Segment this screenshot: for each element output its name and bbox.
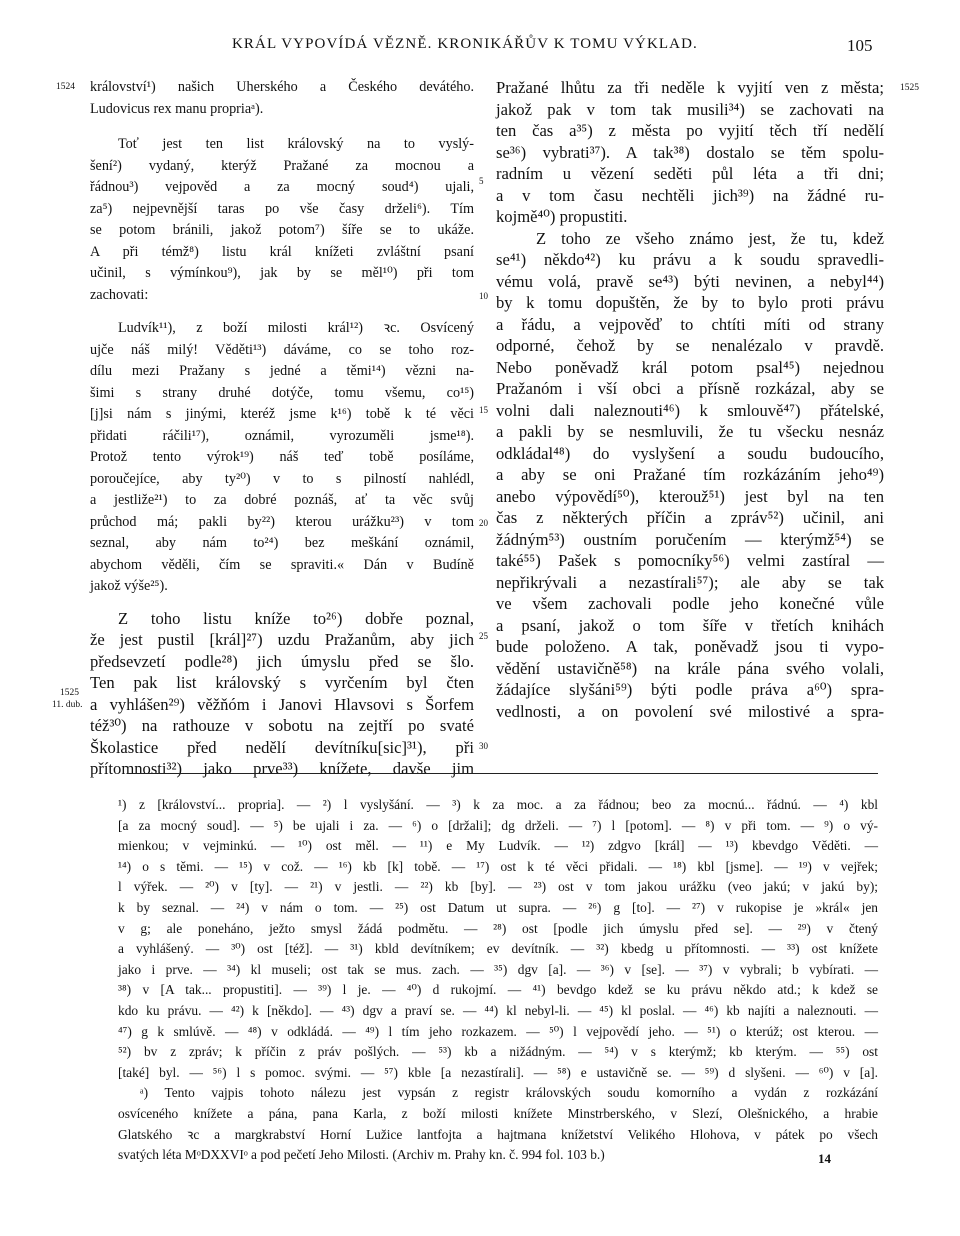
- margin-year-1525-left: 1525: [60, 688, 79, 698]
- right-column: [496, 77, 884, 722]
- text-line: Ludvík¹¹), z boží milosti král¹²) ꝛc. Osvícený: [118, 320, 474, 336]
- text-line: za⁵) nejpevnější taras po vše časy drželi⁶). Tím: [90, 200, 474, 217]
- text-line: předsevzetí podle²⁸) jich úmyslu před se šlo.: [90, 651, 474, 671]
- line-number: 20: [479, 518, 488, 528]
- text-line: též³⁰) na rathouze v sobotu na zejtří po svaté: [90, 716, 474, 735]
- footnote-line: ⁵²) bv z zpráv; k příčin z práv pošlých. — ⁵³) kb a nižádným. — ⁵⁴) v s kterýmž; kb kterým. — ⁵⁵) ost: [118, 1044, 878, 1060]
- text-line: přítomnosti³²) jako prve³³) knížete, davše jim: [90, 759, 474, 778]
- text-line: odkládal⁴⁸) do vyslyšení a soudu budoucího,: [496, 443, 884, 463]
- footnote-line: a vyhlášený. — ³⁰) ost [též]. — ³¹) kbld devítníkem; ev devítník. — ³²) kbedg u přítomnosti. — ³³) ost knížete: [118, 941, 878, 957]
- text-line: také⁵⁵) Pašek s pomocníky⁵⁶) velmi zastíral —: [496, 551, 884, 570]
- text-line: jakož výše²⁵).: [90, 578, 168, 594]
- text-line: ten čas a³⁵) z města po vyjití těch tří nedělí: [496, 121, 884, 140]
- text-line: dílu mezi Pražany s jedné a těmi¹⁴) vězni na-: [90, 363, 474, 379]
- text-line: zachovati:: [90, 286, 149, 303]
- text-line: čas z některých příčin a zpráv⁵²) učinil, ani: [496, 508, 884, 527]
- page-number: 105: [847, 36, 873, 55]
- line-number: 30: [479, 741, 488, 751]
- footnote-rule: [128, 773, 878, 774]
- signature-mark: 14: [818, 1151, 831, 1166]
- text-line: šení²) vydaný, kterýž Pražané za mocnou a: [90, 157, 474, 174]
- text-line: poroučejíce, aby ty²⁰) v to s pilností nahlédl,: [90, 470, 474, 487]
- text-line: nepřikrývali a nezastírali⁵⁷); ale aby se tak: [496, 572, 884, 592]
- footnotes: [118, 795, 878, 1166]
- text-line: že jest pustil [král]²⁷) uzdu Pražanům, aby jich: [90, 630, 474, 649]
- text-line: volni dali naleznouti⁴⁶) k smlouvě⁴⁷) přátelské,: [496, 400, 884, 420]
- text-line: Nebo poněvadž král potom psal⁴⁵) nejednou: [496, 357, 884, 377]
- footnote-line: mienkou; v vejminkú. — ¹⁰) ost měl. — ¹¹) e My Ludvík. — ¹²) zdgvo [král] — ¹³) kbevdgo Věděti. —: [118, 838, 878, 854]
- text-line: se potom bránili, jakož potom⁷) šíře se to ukáže.: [90, 222, 474, 238]
- footnote-line: jako i prve. — ³⁴) kl museli; ost tak se mus. zach. — ³⁵) dgv [a]. — ³⁶) v [se]. — ³⁷) v vybrali; b vybírati. —: [118, 961, 878, 977]
- running-head: [0, 36, 960, 58]
- text-line: Pražanóm i vší obci a přísně rozkázal, aby se: [496, 379, 884, 398]
- running-title: KRÁL VYPOVÍDÁ VĚZNĚ. KRONIKÁŘŮV K TOMU VÝKLAD.: [232, 36, 698, 52]
- text-line: šimi s strany druhé dotýče, tomu všemu, co¹⁵): [90, 384, 474, 401]
- footnote-line: l výřek. — ²⁰) v [ty]. — ²¹) v jestli. — ²²) kb [by]. — ²³) ost v tom jakou urážku (veo jakú; v jakú by);: [118, 879, 878, 895]
- left-column: [90, 77, 474, 780]
- text-line: ujče náš milý! Věděti¹³) dáváme, co se toho roz-: [90, 341, 474, 358]
- footnote-line: [také] byl. — ⁵⁶) l s pomoc. svými. — ⁵⁷) kble [a nezastírali]. — ⁵⁸) e ustavičně se. — ⁵⁹) d slyšeni. — ⁶⁰) v [a].: [118, 1064, 878, 1080]
- text-line: a řádu, a vejpověď to chtíti míti od strany: [496, 314, 884, 334]
- text-line: kojmě⁴⁰) propustiti.: [496, 207, 628, 226]
- margin-year-1524: 1524: [56, 82, 75, 92]
- line-number: 15: [479, 405, 488, 415]
- text-line: ve všem zachovali podle jeho konečné vůle: [496, 594, 884, 613]
- text-line: Z toho ze všeho známo jest, že tu, kdež: [536, 228, 884, 248]
- footnote-line: svatých léta MᵒDXXVIᵒ a pod pečetí Jeho Milosti. (Archiv m. Prahy kn. č. 994 fol. 103 b.): [118, 1147, 605, 1163]
- footnote-line: v g; ale poneháno, ježto smysl žádá podmětu. — ²⁸) ost [podle jich úmyslu před se]. — ²⁹) v čtený: [118, 920, 878, 936]
- text-line: přidati ráčili¹⁷), oznámil, vyrozuměli jsme¹⁸).: [90, 427, 474, 444]
- text-line: odporné, čehož by se nenalézalo v pravdě.: [496, 336, 884, 355]
- text-line: se³⁶) vybrati³⁷). A tak³⁸) dostalo se těm spolu-: [496, 142, 884, 162]
- line-number: 25: [479, 631, 488, 641]
- footnote-line: ⁴⁷) g k smlúvě. — ⁴⁸) v odkládá. — ⁴⁹) l tím jeho rozkazem. — ⁵⁰) l vejpovědí jeho. — ⁵¹) o kterúž; ost kterou. —: [118, 1023, 878, 1039]
- text-line: řádnou³) vejpověd a za mocný soud⁴) ujali,: [90, 179, 474, 195]
- footnote-line: Glatského ꝛc a margkrabství Horní Lužice lantfojta a hajtmana knížetství Velikého Hlohova, v pátek po všech: [118, 1126, 878, 1142]
- footnote-line: ¹) z [království... propria]. — ²) l vyslyšání. — ³) k za moc. a za řádnou; beo za mocnú... řádnú. — ⁴) kbl: [118, 797, 878, 812]
- text-line: anebo výpovědí⁵⁰), kterouž⁵¹) jest byl na ten: [496, 486, 884, 506]
- text-line: [j]si nám s jinými, kteréž jsme k¹⁶) tobě k té věci: [90, 406, 474, 422]
- footnote-line: ¹⁴) o s těmi. — ¹⁵) v což. — ¹⁶) kb [k] tobě. — ¹⁷) ost k té věci přidali. — ¹⁸) kbl [jsme]. — ¹⁹) v vejřek;: [118, 858, 878, 874]
- line-number: 10: [479, 291, 488, 301]
- text-line: království¹) našich Uherského a Českého devátého.: [90, 79, 474, 95]
- footnote-line: [a za mocný soud]. — ⁵) be ujali i za. — ⁶) o [držali]; dg drželi. — ⁷) l [potom]. — ⁸) v při tom. — ⁹) o vý-: [118, 817, 878, 833]
- text-line: učinil, s výmínkou⁹), jak by se měl¹⁰) při tom: [90, 265, 474, 281]
- text-line: Z toho listu kníže to²⁶) dobře poznal,: [118, 608, 474, 628]
- footnote-line: ᵃ) Tento vajpis tohoto nálezu jest vypsán z registr královských soudu komorního a vydán z rozkázání: [140, 1085, 878, 1101]
- text-line: a jestliže²¹) to za dobré poznáš, ať ta věc svůj: [90, 492, 474, 508]
- text-line: Ten pak list královský s vyrčením byl čten: [90, 673, 474, 692]
- text-line: by k tomu dopuštěn, že by to bylo proti právu: [496, 293, 884, 312]
- text-line: a v tom času nechtěli jich³⁹) na žádné ru-: [496, 185, 884, 205]
- text-line: průchod má; pakli by²²) kterou urážku²³) v tom: [90, 513, 474, 530]
- footnote-line: kdo ku právu. — ⁴²) k [někdo]. — ⁴³) dgv a praví se. — ⁴⁴) kl nebyl-li. — ⁴⁵) kl poslal. — ⁴⁶) kb najíti a naleznouti. —: [118, 1002, 878, 1018]
- text-line: jakož pak v tom tak musili³⁴) se zachovati na: [496, 99, 884, 119]
- text-line: a pakli by se nesmluvili, že tu všecku nesnáz: [496, 422, 884, 441]
- line-number: 5: [479, 176, 484, 186]
- text-line: vedlnosti, a on povolení své milostivé a spra-: [496, 701, 884, 721]
- text-line: Toť jest ten list královský na to vyslý-: [118, 136, 474, 152]
- margin-date: 11. dub.: [52, 700, 83, 710]
- text-line: Pražané lhůtu za tři neděle k vyjití ven z města;: [496, 78, 884, 97]
- text-line: se⁴¹) někdo⁴²) ku právu a k soudu spravedli-: [496, 250, 884, 269]
- footnote-line: k by seznal. — ²⁴) v nám o tom. — ²⁵) ost Datum ut supra. — ²⁶) g [to]. — ²⁷) v rukopise je »král« jen: [118, 899, 878, 915]
- text-line: abychom věděli, čím se spraviti.« Dán v Budíně: [90, 556, 474, 573]
- text-line: seznal, aby nám to²⁴) bez meškání oznámil,: [90, 535, 474, 551]
- margin-year-1525-right: 1525: [900, 83, 919, 93]
- text-line: žádným⁵³) oustním poručením — kterýmž⁵⁴) se: [496, 529, 884, 549]
- text-line: žádajíce slyšáni⁵⁹) býti podle práva a⁶⁰) spra-: [496, 680, 884, 699]
- text-line: a vyhlášen²⁹) věžňóm i Janovi Hlavsovi s Šorfem: [90, 694, 474, 714]
- text-line: radním u vězení seděti půl léta a tři dni;: [496, 164, 884, 183]
- text-line: bude položeno. A tak, poněvadž jsou ti vypo-: [496, 637, 884, 656]
- text-line: a psaní, jakož o tom šíře v třetích knihách: [496, 615, 884, 635]
- text-line: vědění ustavičně⁵⁸) na krále pána svého volali,: [496, 658, 884, 678]
- text-line: vému volá, pravě se⁴³) býti nevinen, a nebyl⁴⁴): [496, 271, 884, 291]
- text-line: Protož tento výrok¹⁹) náš teď tobě posíláme,: [90, 449, 474, 465]
- text-line: A při témž⁸) listu král knížeti zvláštní psaní: [90, 243, 474, 260]
- text-line: Ludovicus rex manu propriaᵃ).: [90, 100, 264, 117]
- text-line: Školastice před nedělí devítníku[sic]³¹), při: [90, 737, 474, 757]
- footnote-line: ³⁸) v [A tak... propustiti]. — ³⁹) l je. — ⁴⁰) d rukojmí. — ⁴¹) bevdgo kdež se ku právu někdo atd.; k kdež se: [118, 982, 878, 998]
- footnote-line: osvíceného knížete a pána, pana Karla, z boží milosti knížete Minstrberského, v Slezí, Olešnického, a hrabie: [118, 1105, 878, 1121]
- text-line: a aby se oni Pražané tím rozkázáním jeho⁴⁹): [496, 465, 884, 484]
